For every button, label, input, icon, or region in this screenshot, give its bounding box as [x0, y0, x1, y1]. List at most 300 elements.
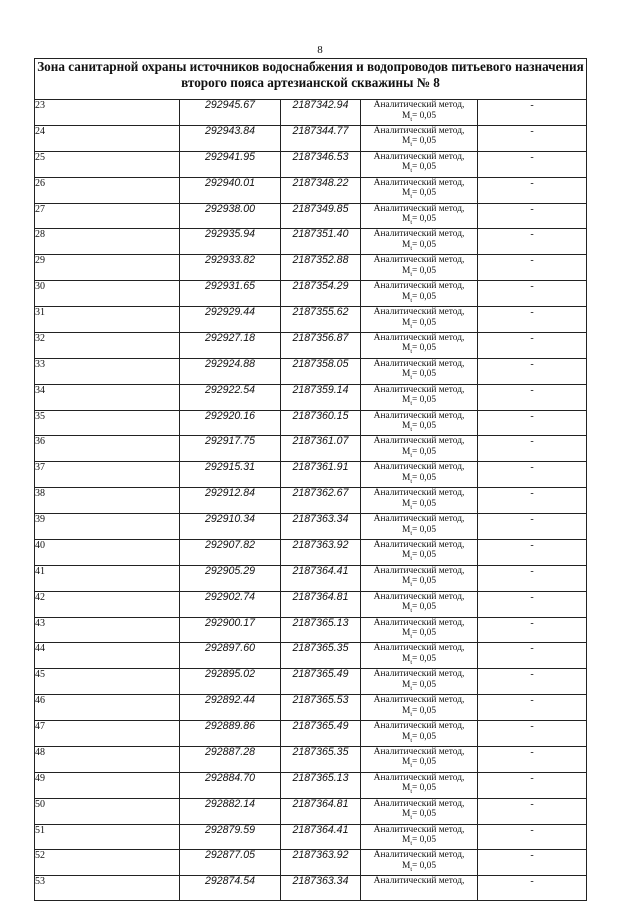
method-name: Аналитический метод,	[373, 850, 465, 861]
point-number: 46	[35, 695, 180, 721]
coordinate-x: 292902.74	[180, 591, 281, 617]
accuracy-symbol: M	[401, 757, 411, 768]
method-accuracy	[361, 654, 477, 668]
accuracy-subscript: t	[410, 426, 412, 433]
note-cell: -	[478, 281, 587, 307]
table-row	[35, 514, 587, 540]
method-name: Аналитический метод,	[373, 462, 465, 473]
method-cell	[361, 100, 478, 126]
method-name: Аналитический метод,	[373, 669, 465, 680]
point-number: 24	[35, 125, 180, 151]
method-cell	[361, 591, 478, 617]
method-name: Аналитический метод,	[373, 332, 465, 343]
coordinates-table-body	[35, 59, 587, 901]
method-name: Аналитический метод,	[373, 125, 465, 136]
coordinate-x: 292882.14	[180, 798, 281, 824]
accuracy-value: = 0,05	[411, 395, 437, 406]
method-accuracy	[361, 292, 477, 306]
coordinate-y: 2187365.53	[281, 695, 361, 721]
method-cell	[361, 695, 478, 721]
accuracy-value: = 0,05	[411, 550, 437, 561]
coordinate-y: 2187365.35	[281, 643, 361, 669]
coordinate-y: 2187365.35	[281, 746, 361, 772]
method-accuracy	[361, 732, 477, 746]
accuracy-value: = 0,05	[411, 291, 437, 302]
point-number: 27	[35, 203, 180, 229]
accuracy-symbol: M	[401, 576, 411, 587]
note-cell: -	[478, 255, 587, 281]
coordinate-y: 2187361.07	[281, 436, 361, 462]
accuracy-subscript: t	[410, 478, 412, 485]
method-name: Аналитический метод,	[373, 436, 465, 447]
note-cell: -	[478, 721, 587, 747]
table-row	[35, 436, 587, 462]
accuracy-value: = 0,05	[411, 653, 437, 664]
method-name: Аналитический метод,	[373, 307, 465, 317]
accuracy-symbol: M	[401, 783, 411, 794]
coordinate-y: 2187358.05	[281, 358, 361, 384]
coordinate-y: 2187348.22	[281, 177, 361, 203]
accuracy-subscript: t	[410, 633, 412, 640]
method-name: Аналитический метод,	[373, 591, 465, 602]
coordinate-y: 2187360.15	[281, 410, 361, 436]
method-name: Аналитический метод,	[373, 177, 465, 188]
coordinate-x: 292874.54	[180, 876, 281, 900]
table-row	[35, 203, 587, 229]
coordinate-x: 292938.00	[180, 203, 281, 229]
accuracy-symbol: M	[401, 835, 411, 845]
accuracy-value: = 0,05	[411, 265, 437, 276]
point-number: 37	[35, 462, 180, 488]
table-row	[35, 617, 587, 643]
coordinate-x: 292912.84	[180, 488, 281, 514]
coordinate-x: 292877.05	[180, 850, 281, 876]
accuracy-value: = 0,05	[411, 188, 437, 199]
method-cell	[361, 203, 478, 229]
method-accuracy	[361, 525, 477, 539]
coordinate-x: 292940.01	[180, 177, 281, 203]
method-accuracy	[361, 757, 477, 771]
method-name: Аналитический метод,	[373, 721, 465, 731]
point-number: 52	[35, 850, 180, 876]
method-cell	[361, 669, 478, 695]
accuracy-symbol: M	[401, 472, 411, 483]
method-accuracy	[361, 369, 477, 383]
accuracy-symbol: M	[401, 343, 411, 354]
note-cell: -	[478, 436, 587, 462]
accuracy-subscript: t	[410, 219, 412, 226]
coordinate-y: 2187342.94	[281, 100, 361, 126]
accuracy-value: = 0,05	[411, 809, 437, 820]
accuracy-subscript: t	[410, 194, 412, 200]
coordinate-x: 292943.84	[180, 125, 281, 151]
table-row	[35, 281, 587, 307]
accuracy-symbol: M	[401, 524, 411, 535]
accuracy-symbol: M	[401, 162, 411, 173]
coordinate-y: 2187355.62	[281, 307, 361, 333]
coordinate-y: 2187363.34	[281, 514, 361, 540]
coordinate-y: 2187349.85	[281, 203, 361, 229]
coordinate-x: 292892.44	[180, 695, 281, 721]
coordinate-x: 292927.18	[180, 332, 281, 358]
note-cell: -	[478, 772, 587, 798]
method-accuracy	[361, 447, 477, 461]
accuracy-symbol: M	[401, 110, 411, 121]
point-number: 44	[35, 643, 180, 669]
method-cell	[361, 125, 478, 151]
point-number: 32	[35, 332, 180, 358]
table-row	[35, 876, 587, 900]
method-cell	[361, 514, 478, 540]
accuracy-subscript: t	[410, 608, 412, 614]
accuracy-symbol: M	[401, 550, 411, 561]
accuracy-subscript: t	[410, 116, 412, 123]
accuracy-subscript: t	[410, 323, 412, 330]
accuracy-subscript: t	[410, 556, 412, 563]
note-cell: -	[478, 669, 587, 695]
coordinate-x: 292884.70	[180, 772, 281, 798]
note-cell: -	[478, 151, 587, 177]
accuracy-value: = 0,05	[411, 576, 437, 587]
accuracy-subscript: t	[410, 866, 412, 873]
table-row	[35, 669, 587, 695]
method-accuracy	[361, 473, 477, 487]
method-name: Аналитический метод,	[373, 824, 465, 835]
note-cell: -	[478, 695, 587, 721]
coordinate-x: 292897.60	[180, 643, 281, 669]
accuracy-symbol: M	[401, 188, 411, 199]
note-cell: -	[478, 824, 587, 850]
accuracy-subscript: t	[410, 685, 412, 692]
accuracy-value: = 0,05	[411, 446, 437, 457]
point-number: 30	[35, 281, 180, 307]
note-cell: -	[478, 100, 587, 126]
accuracy-value: = 0,05	[411, 136, 437, 147]
method-accuracy	[361, 602, 477, 616]
table-row	[35, 772, 587, 798]
coordinate-x: 292915.31	[180, 462, 281, 488]
note-cell: -	[478, 358, 587, 384]
method-accuracy	[361, 576, 477, 590]
method-name: Аналитический метод,	[373, 565, 465, 576]
method-cell	[361, 850, 478, 876]
method-cell	[361, 229, 478, 255]
note-cell: -	[478, 591, 587, 617]
accuracy-subscript: t	[410, 659, 412, 666]
table-row	[35, 695, 587, 721]
accuracy-symbol: M	[401, 369, 411, 380]
note-cell: -	[478, 177, 587, 203]
coordinate-y: 2187351.40	[281, 229, 361, 255]
accuracy-value: = 0,05	[411, 835, 437, 845]
accuracy-symbol: M	[401, 421, 411, 431]
method-accuracy	[361, 318, 477, 332]
accuracy-value: = 0,05	[411, 110, 437, 121]
accuracy-value: = 0,05	[411, 239, 437, 250]
accuracy-symbol: M	[401, 446, 411, 457]
coordinate-x: 292889.86	[180, 721, 281, 747]
point-number: 50	[35, 798, 180, 824]
method-name: Аналитический метод,	[373, 255, 465, 266]
method-cell	[361, 462, 478, 488]
accuracy-value: = 0,05	[411, 472, 437, 483]
accuracy-value: = 0,05	[411, 421, 437, 431]
method-cell	[361, 332, 478, 358]
method-cell	[361, 177, 478, 203]
point-number: 29	[35, 255, 180, 281]
method-accuracy	[361, 395, 477, 409]
accuracy-value: = 0,05	[411, 214, 437, 224]
method-accuracy	[361, 162, 477, 176]
table-row	[35, 565, 587, 591]
accuracy-subscript: t	[410, 375, 412, 382]
method-cell	[361, 643, 478, 669]
accuracy-value: = 0,05	[411, 860, 437, 871]
note-cell: -	[478, 488, 587, 514]
point-number: 36	[35, 436, 180, 462]
note-cell: -	[478, 203, 587, 229]
coordinate-x: 292922.54	[180, 384, 281, 410]
accuracy-symbol: M	[401, 214, 411, 224]
point-number: 25	[35, 151, 180, 177]
table-row	[35, 307, 587, 333]
point-number: 26	[35, 177, 180, 203]
table-row	[35, 462, 587, 488]
coordinate-x: 292895.02	[180, 669, 281, 695]
point-number: 41	[35, 565, 180, 591]
page-number: 8	[317, 44, 323, 56]
method-accuracy	[361, 680, 477, 694]
accuracy-symbol: M	[401, 679, 411, 690]
coordinate-x: 292929.44	[180, 307, 281, 333]
accuracy-subscript: t	[410, 142, 412, 149]
accuracy-subscript: t	[410, 763, 412, 770]
coordinate-x: 292905.29	[180, 565, 281, 591]
method-cell	[361, 617, 478, 643]
point-number: 48	[35, 746, 180, 772]
accuracy-value: = 0,05	[411, 602, 437, 613]
coordinate-x: 292935.94	[180, 229, 281, 255]
table-row	[35, 591, 587, 617]
note-cell: -	[478, 617, 587, 643]
coordinate-x: 292887.28	[180, 746, 281, 772]
accuracy-symbol: M	[401, 809, 411, 820]
accuracy-symbol: M	[401, 860, 411, 871]
method-cell	[361, 281, 478, 307]
accuracy-subscript: t	[410, 168, 412, 175]
coordinate-y: 2187363.92	[281, 850, 361, 876]
point-number: 45	[35, 669, 180, 695]
method-name: Аналитический метод,	[373, 643, 465, 654]
table-row	[35, 332, 587, 358]
method-name: Аналитический метод,	[373, 746, 465, 757]
accuracy-subscript: t	[410, 245, 412, 252]
coordinates-table	[34, 58, 587, 901]
coordinate-x: 292879.59	[180, 824, 281, 850]
method-name: Аналитический метод,	[373, 151, 465, 162]
table-row	[35, 746, 587, 772]
table-row	[35, 643, 587, 669]
method-name: Аналитический метод,	[373, 617, 465, 628]
point-number: 53	[35, 876, 180, 900]
coordinate-x: 292910.34	[180, 514, 281, 540]
method-cell	[361, 358, 478, 384]
coordinate-y: 2187352.88	[281, 255, 361, 281]
accuracy-subscript: t	[410, 297, 412, 304]
table-row	[35, 850, 587, 876]
accuracy-subscript: t	[410, 271, 412, 278]
method-cell	[361, 539, 478, 565]
method-cell	[361, 488, 478, 514]
method-accuracy	[361, 421, 477, 435]
point-number: 40	[35, 539, 180, 565]
accuracy-value: = 0,05	[411, 783, 437, 794]
coordinate-y: 2187365.49	[281, 669, 361, 695]
accuracy-subscript: t	[410, 582, 412, 589]
accuracy-symbol: M	[401, 265, 411, 276]
accuracy-subscript: t	[410, 815, 412, 821]
point-number: 31	[35, 307, 180, 333]
note-cell: -	[478, 514, 587, 540]
method-cell	[361, 151, 478, 177]
coordinate-y: 2187365.49	[281, 721, 361, 747]
method-accuracy	[361, 783, 477, 797]
method-name: Аналитический метод,	[373, 876, 465, 887]
accuracy-symbol: M	[401, 317, 411, 328]
method-name: Аналитический метод,	[373, 281, 465, 292]
coordinate-x: 292917.75	[180, 436, 281, 462]
accuracy-value: = 0,05	[411, 162, 437, 173]
accuracy-value: = 0,05	[411, 343, 437, 354]
coordinate-x: 292941.95	[180, 151, 281, 177]
note-cell: -	[478, 798, 587, 824]
method-cell	[361, 255, 478, 281]
method-cell	[361, 384, 478, 410]
accuracy-symbol: M	[401, 239, 411, 250]
coordinate-x: 292900.17	[180, 617, 281, 643]
accuracy-value: = 0,05	[411, 705, 437, 716]
method-cell	[361, 798, 478, 824]
table-row	[35, 824, 587, 850]
point-number: 39	[35, 514, 180, 540]
note-cell: -	[478, 410, 587, 436]
accuracy-value: = 0,05	[411, 317, 437, 328]
coordinate-x: 292933.82	[180, 255, 281, 281]
method-name: Аналитический метод,	[373, 488, 465, 499]
coordinate-y: 2187361.91	[281, 462, 361, 488]
point-number: 47	[35, 721, 180, 747]
point-number: 43	[35, 617, 180, 643]
method-cell	[361, 307, 478, 333]
accuracy-value: = 0,05	[411, 679, 437, 690]
method-accuracy	[361, 835, 477, 849]
accuracy-symbol: M	[401, 653, 411, 664]
table-row	[35, 229, 587, 255]
accuracy-symbol: M	[401, 705, 411, 716]
point-number: 35	[35, 410, 180, 436]
method-name: Аналитический метод,	[373, 514, 465, 524]
note-cell: -	[478, 643, 587, 669]
method-name: Аналитический метод,	[373, 410, 465, 421]
table-row	[35, 100, 587, 126]
method-accuracy	[361, 628, 477, 642]
note-cell: -	[478, 307, 587, 333]
table-row	[35, 125, 587, 151]
point-number: 28	[35, 229, 180, 255]
table-row	[35, 177, 587, 203]
accuracy-symbol: M	[401, 602, 411, 613]
accuracy-subscript: t	[410, 530, 412, 537]
accuracy-symbol: M	[401, 136, 411, 147]
accuracy-subscript: t	[410, 737, 412, 744]
method-accuracy	[361, 111, 477, 125]
coordinate-y: 2187364.81	[281, 591, 361, 617]
point-number: 34	[35, 384, 180, 410]
table-row	[35, 151, 587, 177]
coordinate-y: 2187363.34	[281, 876, 361, 900]
note-cell: -	[478, 125, 587, 151]
accuracy-subscript: t	[410, 504, 412, 511]
coordinate-y: 2187364.41	[281, 824, 361, 850]
method-accuracy	[361, 550, 477, 564]
note-cell: -	[478, 746, 587, 772]
accuracy-value: = 0,05	[411, 524, 437, 535]
coordinate-x: 292920.16	[180, 410, 281, 436]
accuracy-symbol: M	[401, 731, 411, 742]
accuracy-symbol: M	[401, 291, 411, 302]
accuracy-value: = 0,05	[411, 757, 437, 768]
method-cell	[361, 824, 478, 850]
accuracy-subscript: t	[410, 401, 412, 407]
method-cell	[361, 772, 478, 798]
method-cell	[361, 876, 478, 900]
coordinate-y: 2187344.77	[281, 125, 361, 151]
point-number: 38	[35, 488, 180, 514]
note-cell: -	[478, 332, 587, 358]
point-number: 51	[35, 824, 180, 850]
method-accuracy	[361, 240, 477, 254]
coordinate-y: 2187362.67	[281, 488, 361, 514]
point-number: 23	[35, 100, 180, 126]
accuracy-symbol: M	[401, 395, 411, 406]
note-cell: -	[478, 384, 587, 410]
method-cell	[361, 565, 478, 591]
table-row	[35, 539, 587, 565]
accuracy-value: = 0,05	[411, 731, 437, 742]
point-number: 42	[35, 591, 180, 617]
method-accuracy	[361, 499, 477, 513]
method-accuracy	[361, 214, 477, 228]
method-name: Аналитический метод,	[373, 229, 465, 240]
coordinate-y: 2187363.92	[281, 539, 361, 565]
table-title	[35, 59, 587, 100]
coordinate-x: 292924.88	[180, 358, 281, 384]
accuracy-value: = 0,05	[411, 628, 437, 638]
table-row	[35, 255, 587, 281]
table-title-line-1: Зона санитарной охраны источников водоснабжения и водопроводов питьевого назначения	[37, 59, 584, 74]
table-row	[35, 410, 587, 436]
coordinate-y: 2187356.87	[281, 332, 361, 358]
method-name: Аналитический метод,	[373, 384, 465, 395]
coordinate-y: 2187365.13	[281, 617, 361, 643]
method-cell	[361, 721, 478, 747]
method-accuracy	[361, 266, 477, 280]
method-name: Аналитический метод,	[373, 798, 465, 809]
method-accuracy	[361, 136, 477, 150]
method-name: Аналитический метод,	[373, 100, 465, 110]
table-row	[35, 384, 587, 410]
table-title-line-2: второго пояса артезианской скважины № 8	[181, 75, 440, 90]
